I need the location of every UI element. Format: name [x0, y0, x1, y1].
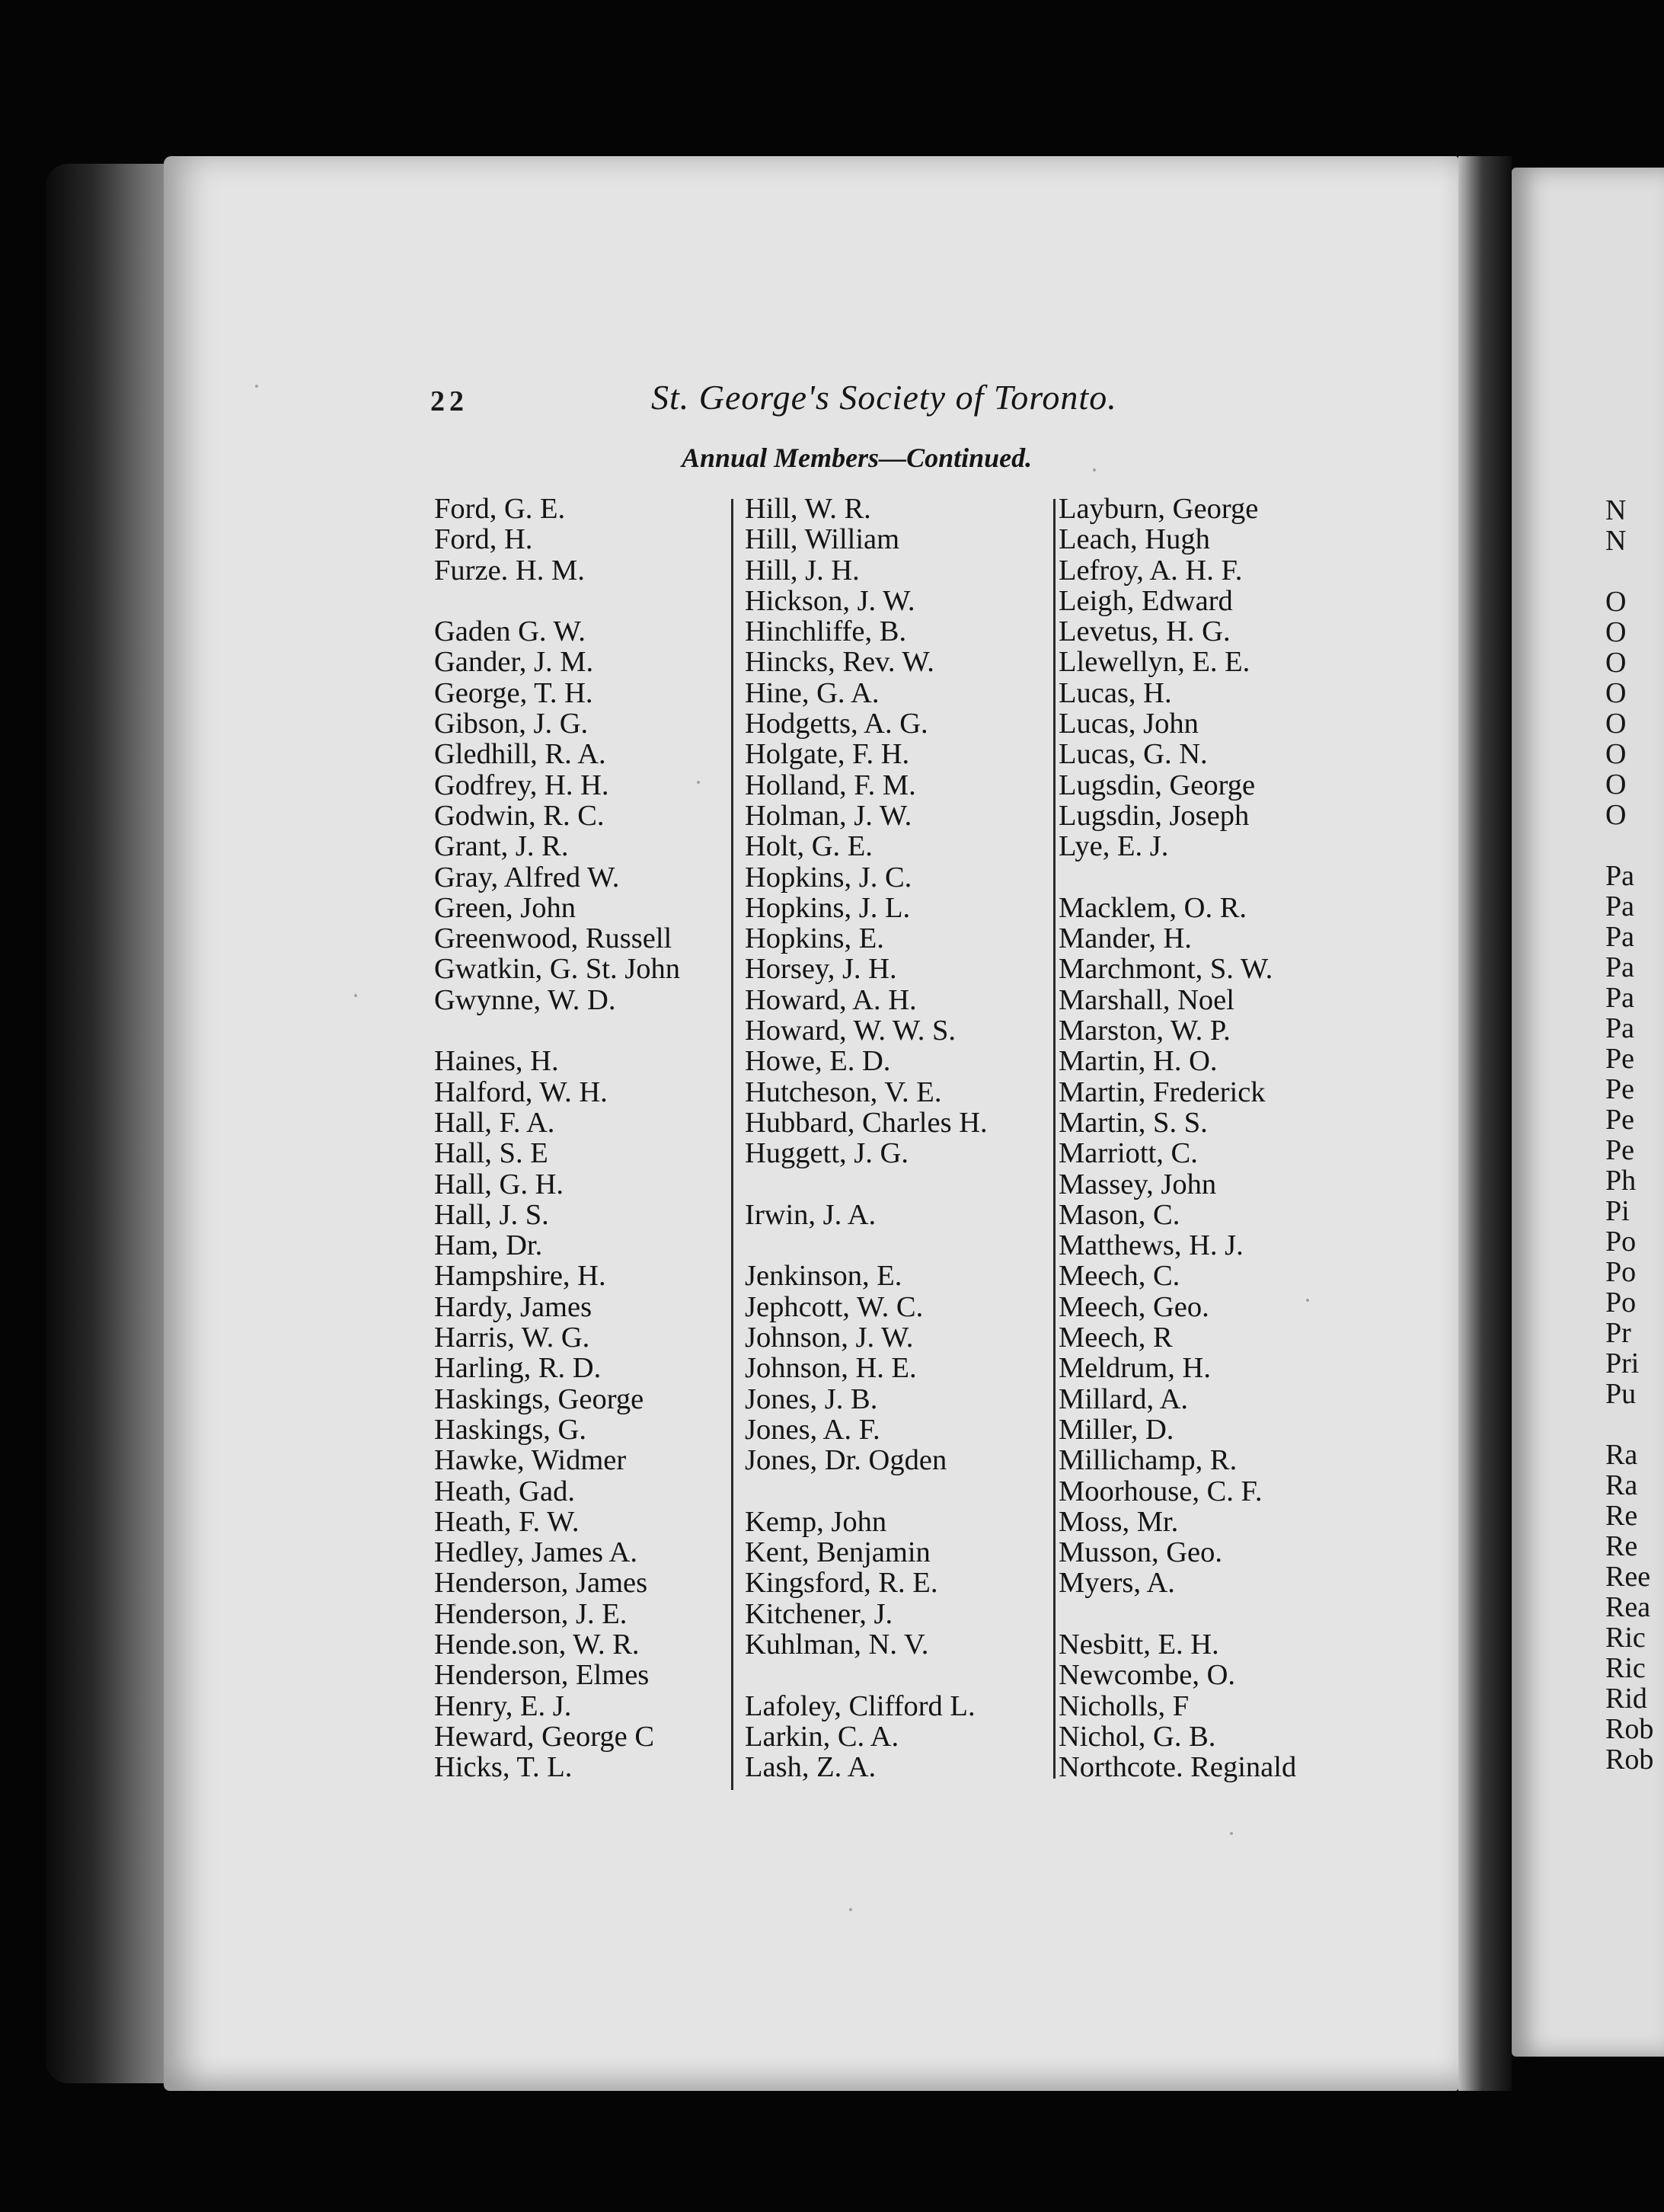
member-entry: Gaden G. W. [434, 615, 586, 648]
member-entry: Jenkinson, E. [745, 1260, 902, 1293]
member-entry: Hincks, Rev. W. [745, 646, 934, 679]
list-spacer [745, 1230, 988, 1261]
member-entry: Holgate, F. H. [745, 738, 910, 771]
member-entry: Hende.son, W. R. [434, 1628, 640, 1661]
member-entry: Kitchener, J. [745, 1597, 893, 1630]
member-entry: Jephcott, W. C. [745, 1290, 924, 1323]
member-entry: Meldrum, H. [1059, 1352, 1211, 1385]
facing-page-fragment: N [1605, 525, 1627, 557]
member-entry: Hill, William [745, 523, 900, 556]
facing-page-fragment: Pa [1605, 860, 1634, 892]
member-entry: Ford, G. E. [434, 493, 566, 525]
member-entry: Harris, W. G. [434, 1322, 590, 1354]
member-entry: Meech, C. [1059, 1260, 1180, 1293]
member-entry: Hall, F. A. [434, 1106, 555, 1139]
facing-page-fragment: Pa [1605, 921, 1634, 953]
member-entry: Leigh, Edward [1059, 584, 1233, 617]
member-entry: Lucas, H. [1059, 676, 1172, 709]
member-entry: Harling, R. D. [434, 1352, 602, 1385]
member-entry: Hutcheson, V. E. [745, 1076, 942, 1108]
list-spacer [1059, 862, 1296, 893]
member-entry: Nichol, G. B. [1059, 1720, 1216, 1753]
member-entry: Hall, J. S. [434, 1198, 549, 1231]
facing-page-fragment: Ree [1605, 1561, 1651, 1593]
member-entry: Gledhill, R. A. [434, 738, 606, 771]
member-entry: Furze. H. M. [434, 554, 585, 587]
member-entry: Kent, Benjamin [745, 1536, 931, 1569]
member-entry: Marston, W. P. [1059, 1015, 1231, 1047]
member-entry: Hall, S. E [434, 1137, 548, 1170]
member-column-1 [434, 494, 680, 1782]
member-entry: Gwynne, W. D. [434, 983, 616, 1016]
member-entry: Gwatkin, G. St. John [434, 953, 680, 986]
facing-page-fragment: Re [1605, 1530, 1638, 1562]
member-entry: George, T. H. [434, 676, 593, 709]
facing-page-fragment: N [1605, 494, 1627, 526]
member-entry: Marshall, Noel [1059, 983, 1234, 1016]
member-entry: Newcombe, O. [1059, 1659, 1235, 1692]
member-entry: Huggett, J. G. [745, 1137, 909, 1170]
member-entry: Millichamp, R. [1059, 1444, 1238, 1477]
member-entry: Lash, Z. A. [745, 1751, 877, 1784]
facing-page-fragment: Ph [1605, 1165, 1637, 1197]
member-entry: Hine, G. A. [745, 676, 880, 709]
facing-page-fragment: Pe [1605, 1104, 1634, 1136]
book-spine-edge [46, 164, 183, 2083]
column-rule [1053, 499, 1056, 1779]
member-entry: Howard, W. W. S. [745, 1015, 957, 1047]
member-entry: Gray, Alfred W. [434, 861, 620, 893]
facing-page-fragment: O [1605, 738, 1627, 770]
member-entry: Godwin, R. C. [434, 799, 605, 832]
list-spacer [1605, 556, 1653, 587]
member-entry: Greenwood, Russell [434, 922, 672, 955]
member-entry: Lye, E. J. [1059, 830, 1169, 863]
member-entry: Moss, Mr. [1059, 1505, 1179, 1538]
member-entry: Henderson, J. E. [434, 1597, 628, 1630]
member-entry: Gibson, J. G. [434, 708, 589, 740]
facing-page-fragment: Rid [1605, 1683, 1647, 1715]
list-spacer [1605, 1409, 1653, 1440]
member-entry: Gander, J. M. [434, 646, 594, 679]
facing-page-fragment: Pa [1605, 982, 1634, 1014]
facing-page-fragment: Pi [1605, 1195, 1630, 1227]
member-entry: Lafoley, Clifford L. [745, 1689, 976, 1722]
member-entry: Jones, A. F. [745, 1413, 880, 1446]
member-entry: Hardy, James [434, 1290, 592, 1323]
facing-page-fragment: O [1605, 647, 1627, 679]
member-entry: Heath, F. W. [434, 1505, 580, 1538]
member-entry: Llewellyn, E. E. [1059, 646, 1250, 679]
facing-page-fragment: Ra [1605, 1439, 1638, 1471]
section-heading: Annual Members—Continued. [682, 443, 1033, 473]
member-entry: Macklem, O. R. [1059, 891, 1247, 924]
member-entry: Miller, D. [1059, 1413, 1174, 1446]
member-entry: Martin, Frederick [1059, 1076, 1266, 1108]
member-entry: Jones, J. B. [745, 1382, 878, 1415]
facing-page-fragment: Ric [1605, 1622, 1646, 1654]
member-entry: Johnson, H. E. [745, 1352, 917, 1385]
member-entry: Hicks, T. L. [434, 1751, 573, 1784]
facing-page-fragment: O [1605, 799, 1627, 831]
member-entry: Ham, Dr. [434, 1229, 543, 1262]
facing-page-fragment: Rea [1605, 1591, 1651, 1623]
facing-page-fragment: Ric [1605, 1652, 1646, 1684]
member-entry: Marchmont, S. W. [1059, 953, 1273, 986]
facing-page-fragment: Pe [1605, 1134, 1634, 1166]
member-entry: Horsey, J. H. [745, 953, 897, 986]
facing-page-fragment: Po [1605, 1226, 1637, 1258]
member-entry: Massey, John [1059, 1168, 1217, 1200]
member-entry: Nicholls, F [1059, 1689, 1190, 1722]
facing-page-fragment: Po [1605, 1287, 1637, 1319]
member-entry: Kemp, John [745, 1505, 887, 1538]
member-entry: Henderson, James [434, 1567, 648, 1600]
list-spacer [1605, 830, 1653, 861]
member-entry: Kingsford, R. E. [745, 1567, 938, 1600]
facing-page-fragment: Re [1605, 1500, 1638, 1532]
member-entry: Larkin, C. A. [745, 1720, 899, 1753]
facing-page-fragment: Po [1605, 1256, 1637, 1288]
facing-page-fragment: Rob [1605, 1744, 1654, 1776]
member-entry: Mason, C. [1059, 1198, 1180, 1231]
member-entry: Ford, H. [434, 523, 533, 556]
facing-page-fragment: O [1605, 708, 1627, 740]
member-entry: Myers, A. [1059, 1567, 1175, 1600]
list-spacer [745, 1169, 988, 1200]
member-entry: Northcote. Reginald [1059, 1751, 1297, 1784]
member-entry: Hickson, J. W. [745, 584, 915, 617]
member-entry: Meech, R [1059, 1322, 1173, 1354]
member-entry: Haskings, George [434, 1382, 644, 1415]
member-entry: Howe, E. D. [745, 1045, 891, 1078]
member-entry: Moorhouse, C. F. [1059, 1475, 1263, 1507]
member-entry: Green, John [434, 891, 576, 924]
member-entry: Holland, F. M. [745, 769, 916, 801]
facing-page-fragments [1605, 495, 1653, 1775]
member-column-3 [1059, 494, 1296, 1782]
facing-page-fragment: Rob [1605, 1713, 1654, 1745]
facing-page-fragment: Pa [1605, 1012, 1634, 1044]
member-entry: Howard, A. H. [745, 983, 917, 1016]
list-spacer [745, 1476, 988, 1507]
list-spacer [1059, 1599, 1296, 1629]
facing-page-fragment: Pr [1605, 1317, 1631, 1349]
member-entry: Holman, J. W. [745, 799, 912, 832]
member-entry: Holt, G. E. [745, 830, 873, 863]
member-entry: Hawke, Widmer [434, 1444, 627, 1477]
facing-page-fragment: Pe [1605, 1043, 1634, 1075]
member-entry: Hopkins, J. C. [745, 861, 912, 893]
list-spacer [745, 1660, 988, 1690]
member-entry: Kuhlman, N. V. [745, 1628, 929, 1661]
member-entry: Nesbitt, E. H. [1059, 1628, 1219, 1661]
member-entry: Levetus, H. G. [1059, 615, 1231, 648]
member-entry: Martin, S. S. [1059, 1106, 1208, 1139]
member-entry: Lucas, G. N. [1059, 738, 1208, 771]
facing-page-fragment: Pri [1605, 1347, 1640, 1379]
member-entry: Hill, W. R. [745, 493, 871, 525]
member-entry: Mander, H. [1059, 922, 1192, 955]
facing-page-fragment: O [1605, 677, 1627, 709]
facing-page-fragment: Ra [1605, 1469, 1638, 1501]
member-column-2 [745, 494, 988, 1782]
facing-page-fragment: Pa [1605, 951, 1634, 983]
member-entry: Musson, Geo. [1059, 1536, 1222, 1569]
member-entry: Halford, W. H. [434, 1076, 608, 1108]
member-entry: Haines, H. [434, 1045, 559, 1078]
member-entry: Lefroy, A. H. F. [1059, 554, 1243, 587]
member-entry: Hall, G. H. [434, 1168, 564, 1200]
list-spacer [434, 586, 680, 616]
member-entry: Hedley, James A. [434, 1536, 637, 1569]
member-entry: Heath, Gad. [434, 1475, 575, 1507]
facing-page-fragment: O [1605, 586, 1627, 618]
member-entry: Meech, Geo. [1059, 1290, 1209, 1323]
member-entry: Lugsdin, George [1059, 769, 1256, 801]
member-entry: Heward, George C [434, 1720, 655, 1753]
member-entry: Henderson, Elmes [434, 1659, 650, 1692]
list-spacer [434, 1015, 680, 1046]
member-entry: Matthews, H. J. [1059, 1229, 1244, 1262]
member-entry: Layburn, George [1059, 493, 1259, 525]
member-entry: Martin, H. O. [1059, 1045, 1218, 1078]
member-entry: Johnson, J. W. [745, 1322, 914, 1354]
member-entry: Grant, J. R. [434, 830, 569, 863]
member-entry: Haskings, G. [434, 1413, 586, 1446]
member-entry: Hubbard, Charles H. [745, 1106, 988, 1139]
page-number: 22 [430, 385, 468, 417]
facing-page-fragment: O [1605, 616, 1627, 648]
member-entry: Hinchliffe, B. [745, 615, 907, 648]
member-entry: Lucas, John [1059, 708, 1199, 740]
book-gutter [1458, 156, 1512, 2091]
member-entry: Marriott, C. [1059, 1137, 1198, 1170]
member-entry: Lugsdin, Joseph [1059, 799, 1250, 832]
member-entry: Hill, J. H. [745, 554, 860, 587]
member-entry: Hopkins, E. [745, 922, 884, 955]
facing-page-fragment: Pu [1605, 1378, 1637, 1410]
member-entry: Hopkins, J. L. [745, 891, 911, 924]
member-entry: Godfrey, H. H. [434, 769, 609, 801]
facing-page-fragment: O [1605, 769, 1627, 801]
member-entry: Henry, E. J. [434, 1689, 572, 1722]
member-entry: Millard, A. [1059, 1382, 1189, 1415]
member-entry: Irwin, J. A. [745, 1198, 877, 1231]
member-entry: Leach, Hugh [1059, 523, 1210, 556]
column-rule [731, 499, 733, 1790]
running-title: St. George's Society of Toronto. [651, 378, 1117, 417]
facing-page-fragment: Pe [1605, 1073, 1634, 1105]
facing-page-fragment: Pa [1605, 890, 1634, 922]
member-entry: Hodgetts, A. G. [745, 708, 928, 740]
member-entry: Hampshire, H. [434, 1260, 606, 1293]
member-entry: Jones, Dr. Ogden [745, 1444, 947, 1477]
